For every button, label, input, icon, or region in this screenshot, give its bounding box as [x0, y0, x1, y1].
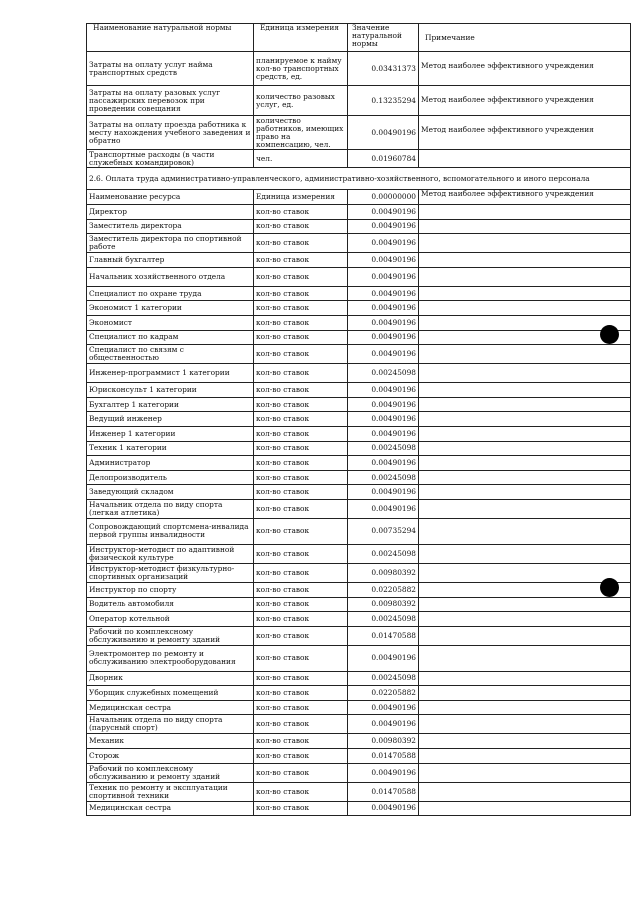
resource-value: 0.00490196	[348, 315, 419, 330]
resource-name: Рабочий по комплексному обслуживанию и ремонту зданий	[87, 763, 254, 782]
table-row	[87, 597, 631, 612]
resource-note	[419, 734, 631, 749]
resource-header-row	[87, 190, 631, 205]
resource-name: Директор	[87, 205, 254, 220]
resource-unit: кол-во ставок	[254, 782, 348, 801]
resource-note	[419, 412, 631, 427]
table-row	[87, 86, 631, 116]
resource-unit: кол-во ставок	[254, 518, 348, 544]
resource-value: 0.00490196	[348, 645, 419, 671]
table-row	[87, 470, 631, 485]
resource-unit: кол-во ставок	[254, 286, 348, 301]
resource-unit: кол-во ставок	[254, 456, 348, 471]
resource-value: 0.00245098	[348, 544, 419, 563]
table-row	[87, 116, 631, 150]
table-row	[87, 219, 631, 234]
resource-note	[419, 801, 631, 816]
resource-unit: кол-во ставок	[254, 205, 348, 220]
resource-note	[419, 470, 631, 485]
norm-value: 0.01960784	[348, 150, 419, 168]
resource-unit: кол-во ставок	[254, 544, 348, 563]
binding-hole-bottom	[600, 578, 619, 597]
resource-unit: кол-во ставок	[254, 219, 348, 234]
table-row	[87, 749, 631, 764]
resource-unit: кол-во ставок	[254, 801, 348, 816]
header-name: Наименование натуральной нормы	[87, 24, 254, 52]
resource-value: 0.00245098	[348, 470, 419, 485]
resource-unit: кол-во ставок	[254, 253, 348, 268]
header-unit: Единица измерения	[254, 24, 348, 52]
resource-name: Ведущий инженер	[87, 412, 254, 427]
table-row	[87, 205, 631, 220]
resource-note	[419, 499, 631, 518]
resource-unit: кол-во ставок	[254, 330, 348, 345]
resource-value: 0.00490196	[348, 205, 419, 220]
resource-name: Заведующий складом	[87, 485, 254, 500]
resource-value: 0.00980392	[348, 734, 419, 749]
resource-unit: кол-во ставок	[254, 412, 348, 427]
resource-unit: кол-во ставок	[254, 364, 348, 383]
norm-value: 0.13235294	[348, 86, 419, 116]
table-row	[87, 426, 631, 441]
resource-value: 0.00490196	[348, 301, 419, 316]
table-row	[87, 686, 631, 701]
resource-note	[419, 301, 631, 316]
norm-unit: чел.	[254, 150, 348, 168]
resource-note	[419, 345, 631, 364]
resource-name: Инженер 1 категории	[87, 426, 254, 441]
norm-name: Затраты на оплату услуг найма транспортных средств	[87, 52, 254, 86]
resource-unit: кол-во ставок	[254, 301, 348, 316]
table-row	[87, 715, 631, 734]
resource-name: Экономист	[87, 315, 254, 330]
resource-note	[419, 700, 631, 715]
resource-name: Начальник отдела по виду спорта (легкая атлетика)	[87, 499, 254, 518]
resource-unit: кол-во ставок	[254, 645, 348, 671]
resource-value: 0.00490196	[348, 330, 419, 345]
resource-name: Рабочий по комплексному обслуживанию и ремонту зданий	[87, 626, 254, 645]
table-row	[87, 518, 631, 544]
norm-note: Метод наиболее эффективного учреждения	[419, 116, 631, 150]
resource-unit: кол-во ставок	[254, 234, 348, 253]
resource-note	[419, 686, 631, 701]
resource-unit: кол-во ставок	[254, 715, 348, 734]
resource-value: 0.00490196	[348, 801, 419, 816]
resource-value: 0.00490196	[348, 763, 419, 782]
norm-unit: количество разовых услуг, ед.	[254, 86, 348, 116]
resource-unit: кол-во ставок	[254, 470, 348, 485]
resource-name: Начальник хозяйственного отдела	[87, 267, 254, 286]
resource-name: Специалист по связям с общественностью	[87, 345, 254, 364]
resource-name: Администратор	[87, 456, 254, 471]
norm-note	[419, 150, 631, 168]
resource-name: Техник по ремонту и эксплуатации спортивной техники	[87, 782, 254, 801]
norm-value: 0.00490196	[348, 116, 419, 150]
resource-name: Юрисконсульт 1 категории	[87, 383, 254, 398]
resource-unit: кол-во ставок	[254, 671, 348, 686]
resource-note	[419, 782, 631, 801]
resource-unit: кол-во ставок	[254, 441, 348, 456]
resource-value: 0.00490196	[348, 700, 419, 715]
resource-name: Специалист по кадрам	[87, 330, 254, 345]
resource-value: 0.00245098	[348, 612, 419, 627]
resource-value: 0.00490196	[348, 456, 419, 471]
resource-name: Инструктор по спорту	[87, 582, 254, 597]
resource-value: 0.01470588	[348, 749, 419, 764]
resource-value: 0.00245098	[348, 441, 419, 456]
resource-name: Заместитель директора	[87, 219, 254, 234]
resource-name: Уборщик служебных помещений	[87, 686, 254, 701]
resource-value: 0.00490196	[348, 267, 419, 286]
resource-value: 0.00245098	[348, 671, 419, 686]
header-note: Примечание	[419, 24, 631, 52]
table-row	[87, 612, 631, 627]
resource-unit: кол-во ставок	[254, 763, 348, 782]
resource-value: 0.00490196	[348, 412, 419, 427]
resource-unit: кол-во ставок	[254, 267, 348, 286]
resource-name: Сторож	[87, 749, 254, 764]
resource-header-value: 0.00000000	[348, 190, 419, 205]
resource-unit: кол-во ставок	[254, 397, 348, 412]
resource-note	[419, 763, 631, 782]
table-row	[87, 330, 631, 345]
table-row	[87, 763, 631, 782]
resource-value: 0.01470588	[348, 782, 419, 801]
resource-value: 0.01470588	[348, 626, 419, 645]
resource-name: Медицинская сестра	[87, 700, 254, 715]
resource-note	[419, 749, 631, 764]
table-row	[87, 397, 631, 412]
resource-unit: кол-во ставок	[254, 597, 348, 612]
resource-value: 0.02205882	[348, 686, 419, 701]
resource-note	[419, 364, 631, 383]
table-row	[87, 383, 631, 398]
resource-name: Главный бухгалтер	[87, 253, 254, 268]
table-row	[87, 364, 631, 383]
resource-note	[419, 671, 631, 686]
table-row	[87, 801, 631, 816]
table-row	[87, 544, 631, 563]
table-row	[87, 700, 631, 715]
resource-value: 0.00490196	[348, 383, 419, 398]
resource-name: Инженер-программист 1 категории	[87, 364, 254, 383]
resource-note	[419, 383, 631, 398]
resource-name: Бухгалтер 1 категории	[87, 397, 254, 412]
table-row	[87, 441, 631, 456]
table-row	[87, 485, 631, 500]
resource-unit: кол-во ставок	[254, 700, 348, 715]
resource-value: 0.00490196	[348, 345, 419, 364]
table-row	[87, 286, 631, 301]
norm-note: Метод наиболее эффективного учреждения	[419, 86, 631, 116]
resource-value: 0.02205882	[348, 582, 419, 597]
resource-name: Техник 1 категории	[87, 441, 254, 456]
header-value: Значение натуральной нормы	[348, 24, 419, 52]
table-row	[87, 456, 631, 471]
norm-unit: количество работников, имеющих право на компенсацию, чел.	[254, 116, 348, 150]
resource-value: 0.00490196	[348, 286, 419, 301]
resource-note	[419, 563, 631, 582]
table-row	[87, 315, 631, 330]
resource-unit: кол-во ставок	[254, 345, 348, 364]
table-row	[87, 301, 631, 316]
resource-value: 0.00490196	[348, 485, 419, 500]
resource-unit: кол-во ставок	[254, 426, 348, 441]
resource-value: 0.00490196	[348, 499, 419, 518]
resource-header-unit: Единица измерения	[254, 190, 348, 205]
resource-name: Водитель автомобиля	[87, 597, 254, 612]
resource-note	[419, 485, 631, 500]
norm-name: Затраты на оплату разовых услуг пассажирских перевозок при проведении совещания	[87, 86, 254, 116]
resource-unit: кол-во ставок	[254, 749, 348, 764]
resource-name: Делопроизводитель	[87, 470, 254, 485]
resource-note	[419, 645, 631, 671]
resource-unit: кол-во ставок	[254, 612, 348, 627]
resource-name: Инструктор-методист по адаптивной физической культуре	[87, 544, 254, 563]
resource-header-note: Метод наиболее эффективного учреждения	[419, 190, 631, 205]
resource-name: Дворник	[87, 671, 254, 686]
resource-name: Начальник отдела по виду спорта (парусный спорт)	[87, 715, 254, 734]
resource-note	[419, 397, 631, 412]
resource-name: Заместитель директора по спортивной работе	[87, 234, 254, 253]
resource-value: 0.00490196	[348, 253, 419, 268]
resource-note	[419, 518, 631, 544]
resource-value: 0.00490196	[348, 426, 419, 441]
table-header-row	[87, 24, 631, 52]
norm-value: 0.03431373	[348, 52, 419, 86]
resource-name: Специалист по охране труда	[87, 286, 254, 301]
resource-unit: кол-во ставок	[254, 582, 348, 597]
norm-name: Транспортные расходы (в части служебных командировок)	[87, 150, 254, 168]
resource-unit: кол-во ставок	[254, 734, 348, 749]
resource-note	[419, 330, 631, 345]
resource-note	[419, 267, 631, 286]
table-row	[87, 671, 631, 686]
resource-name: Оператор котельной	[87, 612, 254, 627]
resource-name: Сопровождающий спортсмена-инвалида первой группы инвалидности	[87, 518, 254, 544]
resource-name: Экономист 1 категории	[87, 301, 254, 316]
resource-note	[419, 219, 631, 234]
resource-note	[419, 315, 631, 330]
table-row	[87, 150, 631, 168]
section-title: 2.6. Оплата труда административно-управленческого, административно-хозяйственного, вспомогательного и иного персонала	[87, 168, 631, 190]
table-row	[87, 645, 631, 671]
section-title-row	[87, 168, 631, 190]
resource-name: Электромонтер по ремонту и обслуживанию электрооборудования	[87, 645, 254, 671]
table-row	[87, 734, 631, 749]
resource-value: 0.00490196	[348, 234, 419, 253]
norm-unit: планируемое к найму кол-во транспортных средств, ед.	[254, 52, 348, 86]
table-row	[87, 267, 631, 286]
resource-unit: кол-во ставок	[254, 383, 348, 398]
resource-name: Инструктор-методист физкультурно-спортивных организаций	[87, 563, 254, 582]
resource-note	[419, 286, 631, 301]
resource-unit: кол-во ставок	[254, 315, 348, 330]
resource-note	[419, 441, 631, 456]
table-row	[87, 253, 631, 268]
table-row	[87, 412, 631, 427]
table-row	[87, 52, 631, 86]
table-row	[87, 582, 631, 597]
resource-value: 0.00490196	[348, 219, 419, 234]
norm-name: Затраты на оплату проезда работника к месту нахождения учебного заведения и обратно	[87, 116, 254, 150]
resource-note	[419, 626, 631, 645]
resource-note	[419, 715, 631, 734]
resource-note	[419, 205, 631, 220]
resource-unit: кол-во ставок	[254, 499, 348, 518]
resource-header-name: Наименование ресурса	[87, 190, 254, 205]
resource-note	[419, 544, 631, 563]
norms-table	[86, 23, 631, 816]
norm-note: Метод наиболее эффективного учреждения	[419, 52, 631, 86]
table-row	[87, 345, 631, 364]
resource-note	[419, 597, 631, 612]
resource-note	[419, 612, 631, 627]
table-row	[87, 234, 631, 253]
resource-unit: кол-во ставок	[254, 626, 348, 645]
resource-note	[419, 426, 631, 441]
resource-value: 0.00245098	[348, 364, 419, 383]
resource-value: 0.00735294	[348, 518, 419, 544]
resource-name: Медицинская сестра	[87, 801, 254, 816]
resource-value: 0.00980392	[348, 597, 419, 612]
resource-note	[419, 456, 631, 471]
resource-note	[419, 234, 631, 253]
resource-unit: кол-во ставок	[254, 563, 348, 582]
table-row	[87, 782, 631, 801]
resource-value: 0.00980392	[348, 563, 419, 582]
norms-table-body	[87, 24, 631, 816]
resource-unit: кол-во ставок	[254, 485, 348, 500]
table-row	[87, 499, 631, 518]
resource-name: Механик	[87, 734, 254, 749]
resource-note	[419, 582, 631, 597]
binding-hole-top	[600, 325, 619, 344]
resource-unit: кол-во ставок	[254, 686, 348, 701]
table-row	[87, 626, 631, 645]
resource-note	[419, 253, 631, 268]
resource-value: 0.00490196	[348, 715, 419, 734]
resource-value: 0.00490196	[348, 397, 419, 412]
table-row	[87, 563, 631, 582]
